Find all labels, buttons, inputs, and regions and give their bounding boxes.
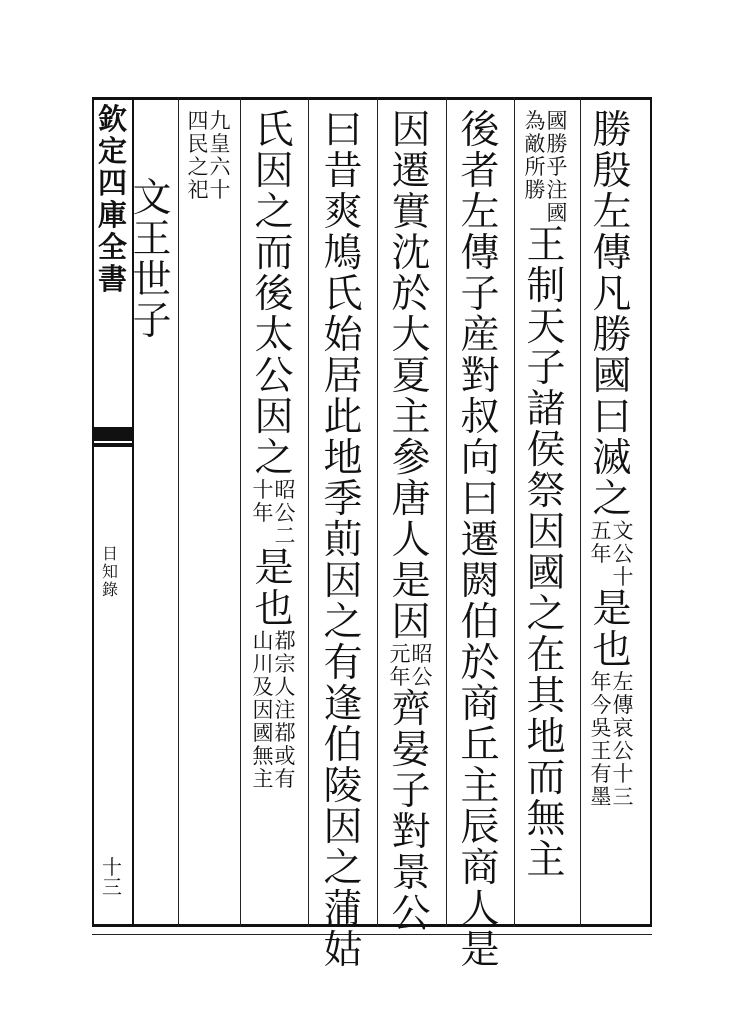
main-text: 是 也 xyxy=(592,587,632,673)
column-rule xyxy=(308,97,309,927)
commentary xyxy=(590,520,634,589)
commentary-right: 國 勝 乎 注 國 xyxy=(546,109,568,225)
fishtail-mark xyxy=(92,443,132,447)
commentary-left: 元 年 xyxy=(389,642,411,689)
page-frame xyxy=(92,97,652,927)
fishtail-mark xyxy=(92,427,132,441)
text-column-4 xyxy=(389,110,433,935)
column-rule xyxy=(514,97,515,927)
commentary xyxy=(389,643,433,689)
text-column-5 xyxy=(321,110,365,971)
volume-title: 日 知 錄 xyxy=(102,544,119,599)
commentary xyxy=(590,671,634,809)
commentary-left: 為 敵 所 勝 xyxy=(524,109,546,202)
text-column-2 xyxy=(524,110,568,881)
commentary-right: 左 傳 哀 公 十 三 xyxy=(612,670,634,809)
column-rule xyxy=(178,97,179,927)
main-text: 曰 昔 爽 鳩 氏 始 居 此 地 季 萴 因 之 有 逢 伯 陵 因 之 蒲 姑 xyxy=(323,108,363,973)
commentary xyxy=(524,110,568,225)
column-rule xyxy=(240,97,241,927)
main-text: 勝 殷 左 傳 凡 勝 國 曰 滅 之 xyxy=(592,108,632,522)
text-column-6 xyxy=(252,110,296,791)
commentary-left: 年 今 吳 王 有 墨 xyxy=(590,670,612,809)
commentary-left: 四 民 之 祀 xyxy=(187,109,209,202)
text-column-8 xyxy=(130,178,174,342)
text-column-7 xyxy=(187,110,231,202)
section-heading: 文 王 世 子 xyxy=(132,176,172,344)
main-text: 後 者 左 傳 子 産 對 叔 向 曰 遷 閼 伯 於 商 丘 主 辰 商 人 是 xyxy=(460,108,500,973)
main-text: 氏 因 之 而 後 太 公 因 之 xyxy=(254,108,294,481)
commentary-right: 鄀 宗 人 注 鄀 或 有 xyxy=(274,629,296,791)
commentary xyxy=(187,110,231,202)
commentary xyxy=(252,479,296,548)
book-title: 欽 定 四 庫 全 書 xyxy=(98,102,128,296)
commentary-left: 十 年 xyxy=(252,478,274,525)
page-number: 十 三 xyxy=(102,855,122,899)
text-column-3 xyxy=(458,110,502,971)
commentary-left: 五 年 xyxy=(590,519,612,566)
commentary-right: 文 公 十 xyxy=(612,519,634,589)
commentary-left: 山 川 及 因 國 無 主 xyxy=(252,629,274,791)
text-column-1 xyxy=(590,110,634,809)
column-rule xyxy=(580,97,581,927)
column-rule xyxy=(446,97,447,927)
commentary-right: 昭 公 二 xyxy=(274,478,296,548)
main-text: 齊 晏 子 對 景 公 xyxy=(391,687,431,937)
commentary-right: 昭 公 xyxy=(411,642,433,689)
main-text: 因 遷 實 沈 於 大 夏 主 參 唐 人 是 因 xyxy=(391,108,431,645)
main-text: 王 制 天 子 諸 侯 祭 因 國 之 在 其 地 而 無 主 xyxy=(526,223,566,883)
banxin-center-column xyxy=(92,97,134,927)
main-text: 是 也 xyxy=(254,546,294,632)
commentary xyxy=(252,630,296,791)
column-rule xyxy=(377,97,378,927)
commentary-right: 九 皇 六 十 xyxy=(209,109,231,202)
